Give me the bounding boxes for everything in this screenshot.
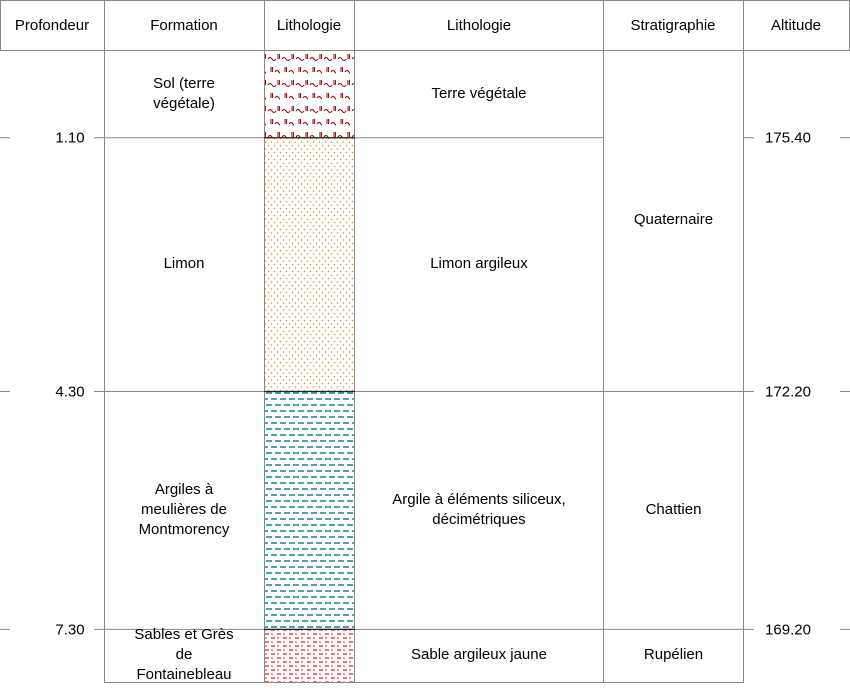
lithology-label: Argile à éléments siliceux, décimétriques [392, 490, 566, 528]
stratigraphy-label: Rupélien [643, 646, 704, 664]
lithology-pattern-dots [265, 138, 354, 391]
stratigraphy-label: Chattien [645, 500, 702, 518]
header-stratigraphy: Stratigraphie [630, 17, 716, 34]
formation-label: Limon [163, 255, 205, 273]
header-altitude: Altitude [770, 17, 822, 34]
altitude-label: 169.20 [765, 621, 811, 639]
depth-label: 4.30 [55, 383, 85, 401]
depth-label: 7.30 [55, 621, 85, 639]
lithology-pattern-soil [265, 51, 354, 138]
header-lithology: Lithologie [446, 17, 512, 34]
altitude-label: 175.40 [765, 129, 811, 147]
header-lithology-pattern: Lithologie [276, 17, 342, 34]
formation-label: Argiles à meulières de Montmorency [138, 480, 230, 538]
stratigraphy-label: Quaternaire [633, 211, 714, 229]
altitude-label: 172.20 [765, 383, 811, 401]
lithology-label: Terre végétale [431, 84, 527, 102]
lithology-pattern-dashes [265, 391, 354, 628]
formation-label: Sables et Grès de Fontainebleau [134, 626, 234, 684]
lithology-label: Limon argileux [430, 255, 528, 273]
lithology-pattern-dashdot [265, 629, 354, 682]
lithology-label: Sable argileux jaune [411, 646, 547, 664]
formation-label: Sol (terre végétale) [153, 74, 215, 112]
depth-label: 1.10 [55, 129, 85, 147]
header-depth: Profondeur [14, 17, 90, 34]
header-formation: Formation [150, 17, 218, 34]
